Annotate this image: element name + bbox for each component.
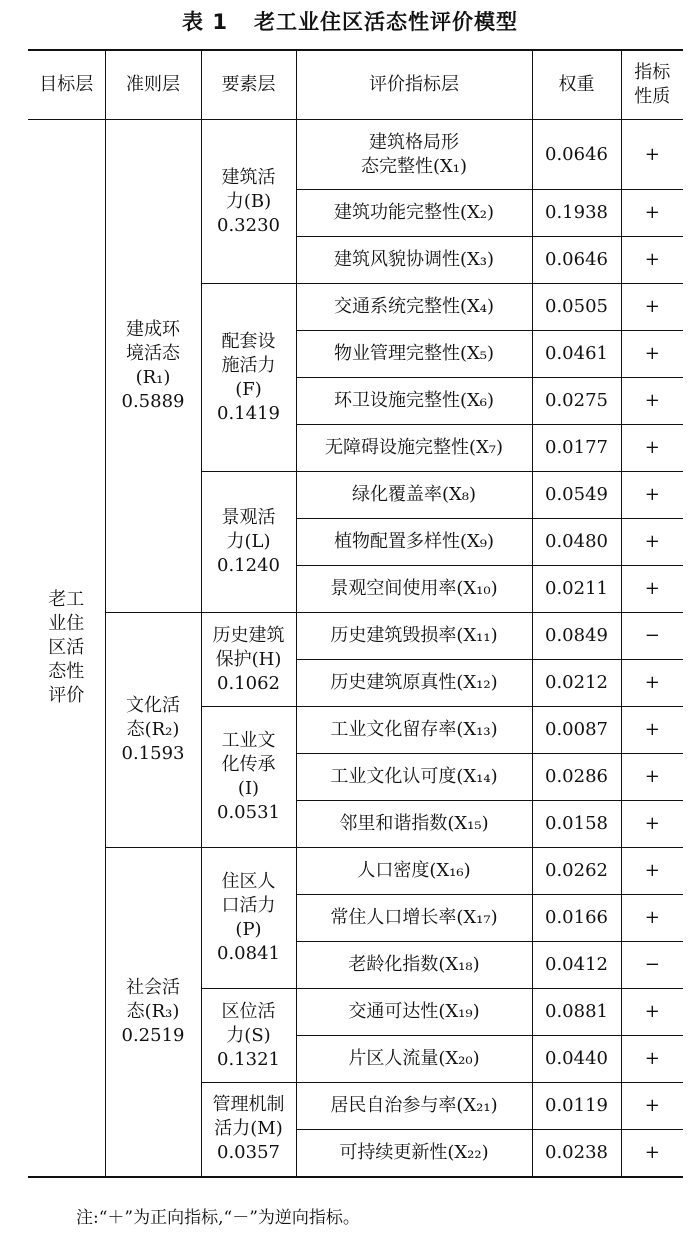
indicator-cell: 老龄化指数(X₁₈) [296,942,532,989]
nature-cell: + [621,190,683,237]
weight-cell: 0.0412 [532,942,621,989]
nature-cell: + [621,425,683,472]
indicator-cell: 交通可达性(X₁₉) [296,989,532,1036]
nature-cell: + [621,378,683,425]
nature-cell: + [621,331,683,378]
indicator-cell: 工业文化认可度(X₁₄) [296,754,532,801]
header-weight: 权重 [532,50,621,120]
table-note: 注:“＋”为正向指标,“－”为逆向指标。 [76,1208,360,1228]
factor-cell: 配套设 施活力 (F) 0.1419 [201,284,296,472]
nature-cell: + [621,707,683,754]
indicator-cell: 无障碍设施完整性(X₇) [296,425,532,472]
table-row [28,613,683,660]
header-row [28,50,683,120]
nature-cell: + [621,660,683,707]
nature-cell: − [621,942,683,989]
nature-cell: + [621,1130,683,1177]
nature-cell: + [621,120,683,190]
factor-cell: 历史建筑 保护(H) 0.1062 [201,613,296,707]
table-title: 老工业住区活态性评价模型 [253,10,518,34]
weight-cell: 0.0166 [532,895,621,942]
table-number: 表 1 [182,10,228,34]
weight-cell: 0.0119 [532,1083,621,1130]
weight-cell: 0.0158 [532,801,621,848]
weight-cell: 0.0461 [532,331,621,378]
nature-cell: + [621,237,683,284]
indicator-cell: 可持续更新性(X₂₂) [296,1130,532,1177]
weight-cell: 0.0087 [532,707,621,754]
nature-cell: + [621,754,683,801]
indicator-cell: 交通系统完整性(X₄) [296,284,532,331]
nature-cell: + [621,1083,683,1130]
indicator-cell: 片区人流量(X₂₀) [296,1036,532,1083]
nature-cell: − [621,613,683,660]
indicator-cell: 物业管理完整性(X₅) [296,331,532,378]
indicator-cell: 建筑风貌协调性(X₃) [296,237,532,284]
weight-cell: 0.0440 [532,1036,621,1083]
weight-cell: 0.0177 [532,425,621,472]
indicator-cell: 历史建筑原真性(X₁₂) [296,660,532,707]
indicator-cell: 景观空间使用率(X₁₀) [296,566,532,613]
target-layer-cell: 老工 业住 区活 态性 评价 [28,120,105,1177]
weight-cell: 0.0480 [532,519,621,566]
indicator-cell: 建筑功能完整性(X₂) [296,190,532,237]
weight-cell: 0.0212 [532,660,621,707]
weight-cell: 0.0262 [532,848,621,895]
indicator-cell: 工业文化留存率(X₁₃) [296,707,532,754]
indicator-cell: 建筑格局形 态完整性(X₁) [296,120,532,190]
factor-cell: 景观活 力(L) 0.1240 [201,472,296,613]
indicator-cell: 绿化覆盖率(X₈) [296,472,532,519]
weight-cell: 0.0286 [532,754,621,801]
indicator-cell: 居民自治参与率(X₂₁) [296,1083,532,1130]
table-row [28,120,683,190]
header-indicator: 评价指标层 [296,50,532,120]
header-factor: 要素层 [201,50,296,120]
header-nature: 指标 性质 [621,50,683,120]
factor-cell: 工业文 化传承 (I) 0.0531 [201,707,296,848]
nature-cell: + [621,472,683,519]
evaluation-model-table [28,49,683,1178]
table-caption [0,6,700,36]
factor-cell: 建筑活 力(B) 0.3230 [201,120,296,284]
factor-cell: 住区人 口活力 (P) 0.0841 [201,848,296,989]
indicator-cell: 环卫设施完整性(X₆) [296,378,532,425]
nature-cell: + [621,284,683,331]
nature-cell: + [621,895,683,942]
nature-cell: + [621,1036,683,1083]
factor-cell: 区位活 力(S) 0.1321 [201,989,296,1083]
weight-cell: 0.0238 [532,1130,621,1177]
weight-cell: 0.0211 [532,566,621,613]
criterion-cell: 文化活 态(R₂) 0.1593 [105,613,201,848]
factor-cell: 管理机制 活力(M) 0.0357 [201,1083,296,1177]
indicator-cell: 人口密度(X₁₆) [296,848,532,895]
weight-cell: 0.0549 [532,472,621,519]
indicator-cell: 植物配置多样性(X₉) [296,519,532,566]
nature-cell: + [621,566,683,613]
weight-cell: 0.0505 [532,284,621,331]
weight-cell: 0.0275 [532,378,621,425]
criterion-cell: 社会活 态(R₃) 0.2519 [105,848,201,1177]
weight-cell: 0.0646 [532,237,621,284]
indicator-cell: 常住人口增长率(X₁₇) [296,895,532,942]
table-body [28,120,683,1177]
weight-cell: 0.0646 [532,120,621,190]
indicator-cell: 历史建筑毁损率(X₁₁) [296,613,532,660]
nature-cell: + [621,848,683,895]
nature-cell: + [621,519,683,566]
table-row [28,848,683,895]
criterion-cell: 建成环 境活态 (R₁) 0.5889 [105,120,201,613]
nature-cell: + [621,989,683,1036]
header-criterion: 准则层 [105,50,201,120]
nature-cell: + [621,801,683,848]
weight-cell: 0.1938 [532,190,621,237]
header-target: 目标层 [28,50,105,120]
weight-cell: 0.0849 [532,613,621,660]
weight-cell: 0.0881 [532,989,621,1036]
indicator-cell: 邻里和谐指数(X₁₅) [296,801,532,848]
